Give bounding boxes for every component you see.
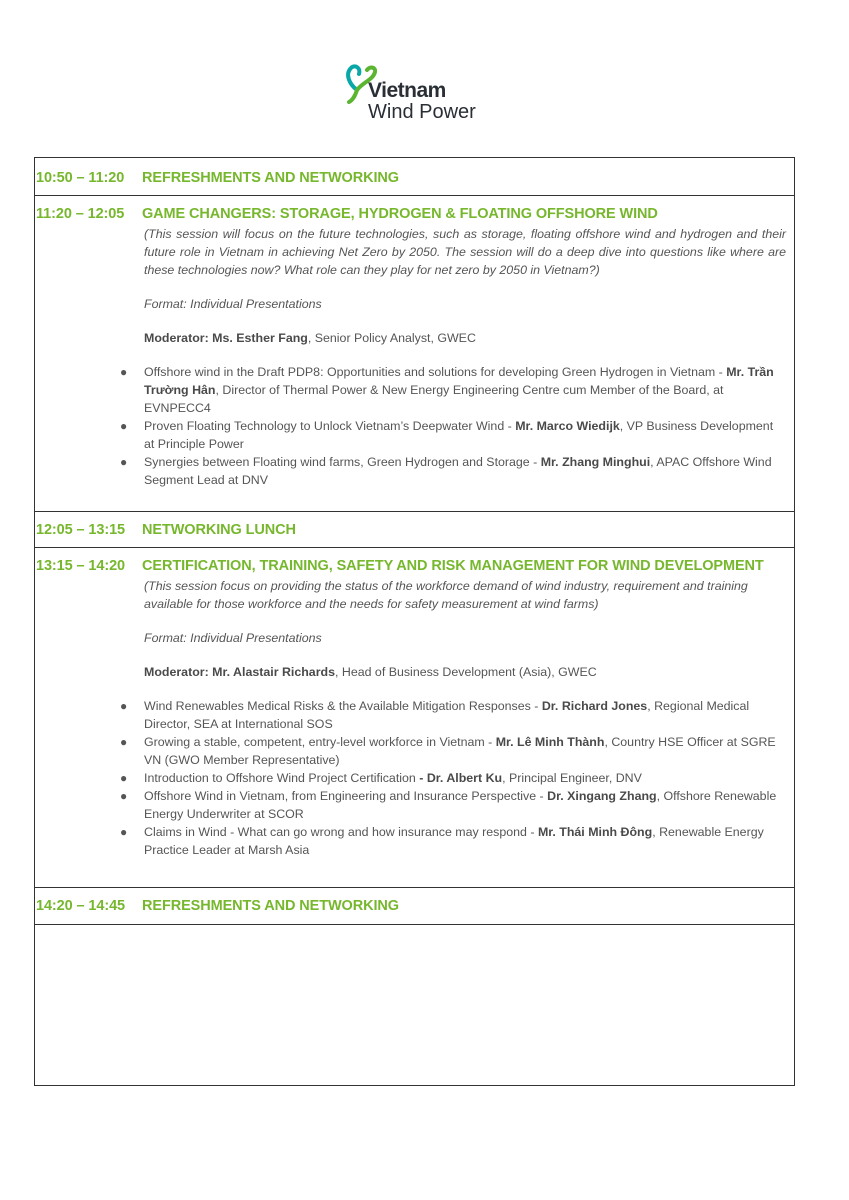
session-moderator [144,329,786,347]
talk-role: , Renewable Energy Practice Leader at Marsh Asia [144,825,764,857]
empty-agenda-row [35,924,794,1085]
moderator-label: Moderator: [144,665,209,679]
moderator-label: Moderator: [144,331,209,345]
session-moderator [144,663,786,681]
session-format: Format: Individual Presentations [144,631,322,645]
talk-speaker: Mr. Zhang Minghui [540,455,651,469]
session-header [36,558,764,574]
list-item [120,769,786,787]
vietnam-wind-power-logo [343,60,513,128]
moderator-name: Mr. Alastair Richards [212,665,335,679]
presentation-list [120,697,786,859]
talk-speaker: Mr. Lê Minh Thành [495,735,605,749]
bullet-icon: ● [120,825,128,839]
session-title: NETWORKING LUNCH [142,522,296,538]
bullet-icon: ● [120,789,128,803]
talk-speaker: - Dr. Albert Ku [419,771,503,785]
session-header [36,206,658,222]
moderator-name: Ms. Esther Fang [212,331,308,345]
talk-role: , Regional Medical Director, SEA at International SOS [144,699,750,731]
list-item [120,417,786,453]
agenda-row [35,511,794,548]
agenda-row [35,158,794,196]
list-item [120,697,786,733]
talk-speaker: Dr. Richard Jones [541,699,648,713]
talk-role: , Offshore Renewable Energy Underwriter at SCOR [144,789,777,821]
talk-role: , VP Business Development at Principle Power [144,419,774,451]
presentation-list [120,363,786,489]
list-item [120,453,786,489]
session-body [120,577,786,859]
session-title: REFRESHMENTS AND NETWORKING [142,898,399,914]
agenda-row [35,547,794,888]
talk-speaker: Dr. Xingang Zhang [547,789,657,803]
talk-role: , APAC Offshore Wind Segment Lead at DNV [144,455,772,487]
bullet-icon: ● [120,735,128,749]
session-time: 13:15 – 14:20 [36,558,125,574]
session-title: CERTIFICATION, TRAINING, SAFETY AND RISK MANAGEMENT FOR WIND DEVELOPMENT [142,558,764,574]
session-header [36,898,399,914]
talk-topic: Synergies between Floating wind farms, Green Hydrogen and Storage - [144,455,541,469]
logo-line2: Wind Power [368,101,476,123]
list-item [120,823,786,859]
talk-speaker: Mr. Marco Wiedijk [515,419,620,433]
session-time: 14:20 – 14:45 [36,898,125,914]
talk-topic: Growing a stable, competent, entry-level workforce in Vietnam - [144,735,496,749]
talk-topic: Proven Floating Technology to Unlock Vietnam’s Deepwater Wind - [144,419,516,433]
session-description: (This session focus on providing the status of the workforce demand of wind industry, requirement and training available for those workforce and the needs for safety measurement at wind farms) [144,579,748,611]
logo-line1: Vietnam [368,79,446,102]
moderator-role: , Senior Policy Analyst, GWEC [307,331,476,345]
bullet-icon: ● [120,771,128,785]
talk-role: , Principal Engineer, DNV [502,771,642,785]
session-time: 10:50 – 11:20 [36,170,125,186]
talk-topic: Offshore Wind in Vietnam, from Engineering and Insurance Perspective - [144,789,548,803]
session-title: GAME CHANGERS: STORAGE, HYDROGEN & FLOATING OFFSHORE WIND [142,206,658,222]
talk-role: , Director of Thermal Power & New Energy Engineering Centre cum Member of the Board, at EVNPECC4 [144,383,724,415]
bullet-icon: ● [120,419,128,433]
session-time: 11:20 – 12:05 [36,206,125,222]
bullet-icon: ● [120,455,128,469]
talk-topic: Introduction to Offshore Wind Project Certification [144,771,420,785]
bullet-icon: ● [120,699,128,713]
list-item [120,787,786,823]
session-format: Format: Individual Presentations [144,297,322,311]
agenda-row [35,195,794,512]
session-description: (This session will focus on the future technologies, such as storage, floating offshore wind and hydrogen and their future role in Vietnam in achieving Net Zero by 2050. The session will do a deep dive into questions like where are these technologies now? What role can they play for net zero by 2050 in Vietnam?) [144,227,786,277]
session-header [36,522,296,538]
session-time: 12:05 – 13:15 [36,522,125,538]
bullet-icon: ● [120,365,128,379]
session-title: REFRESHMENTS AND NETWORKING [142,170,399,186]
talk-topic: Offshore wind in the Draft PDP8: Opportunities and solutions for developing Green Hydrogen in Vietnam - [144,365,727,379]
session-header [36,170,399,186]
session-body [120,225,786,489]
talk-topic: Claims in Wind - What can go wrong and how insurance may respond - [144,825,538,839]
agenda-table [34,157,795,1086]
moderator-role: , Head of Business Development (Asia), GWEC [334,665,597,679]
talk-speaker: Mr. Trần Trường Hân [144,365,774,397]
agenda-row [35,887,794,925]
talk-topic: Wind Renewables Medical Risks & the Available Mitigation Responses - [144,699,542,713]
list-item [120,733,786,769]
talk-speaker: Mr. Thái Minh Đông [537,825,653,839]
talk-role: , Country HSE Officer at SGRE VN (GWO Member Representative) [144,735,776,767]
list-item [120,363,786,417]
